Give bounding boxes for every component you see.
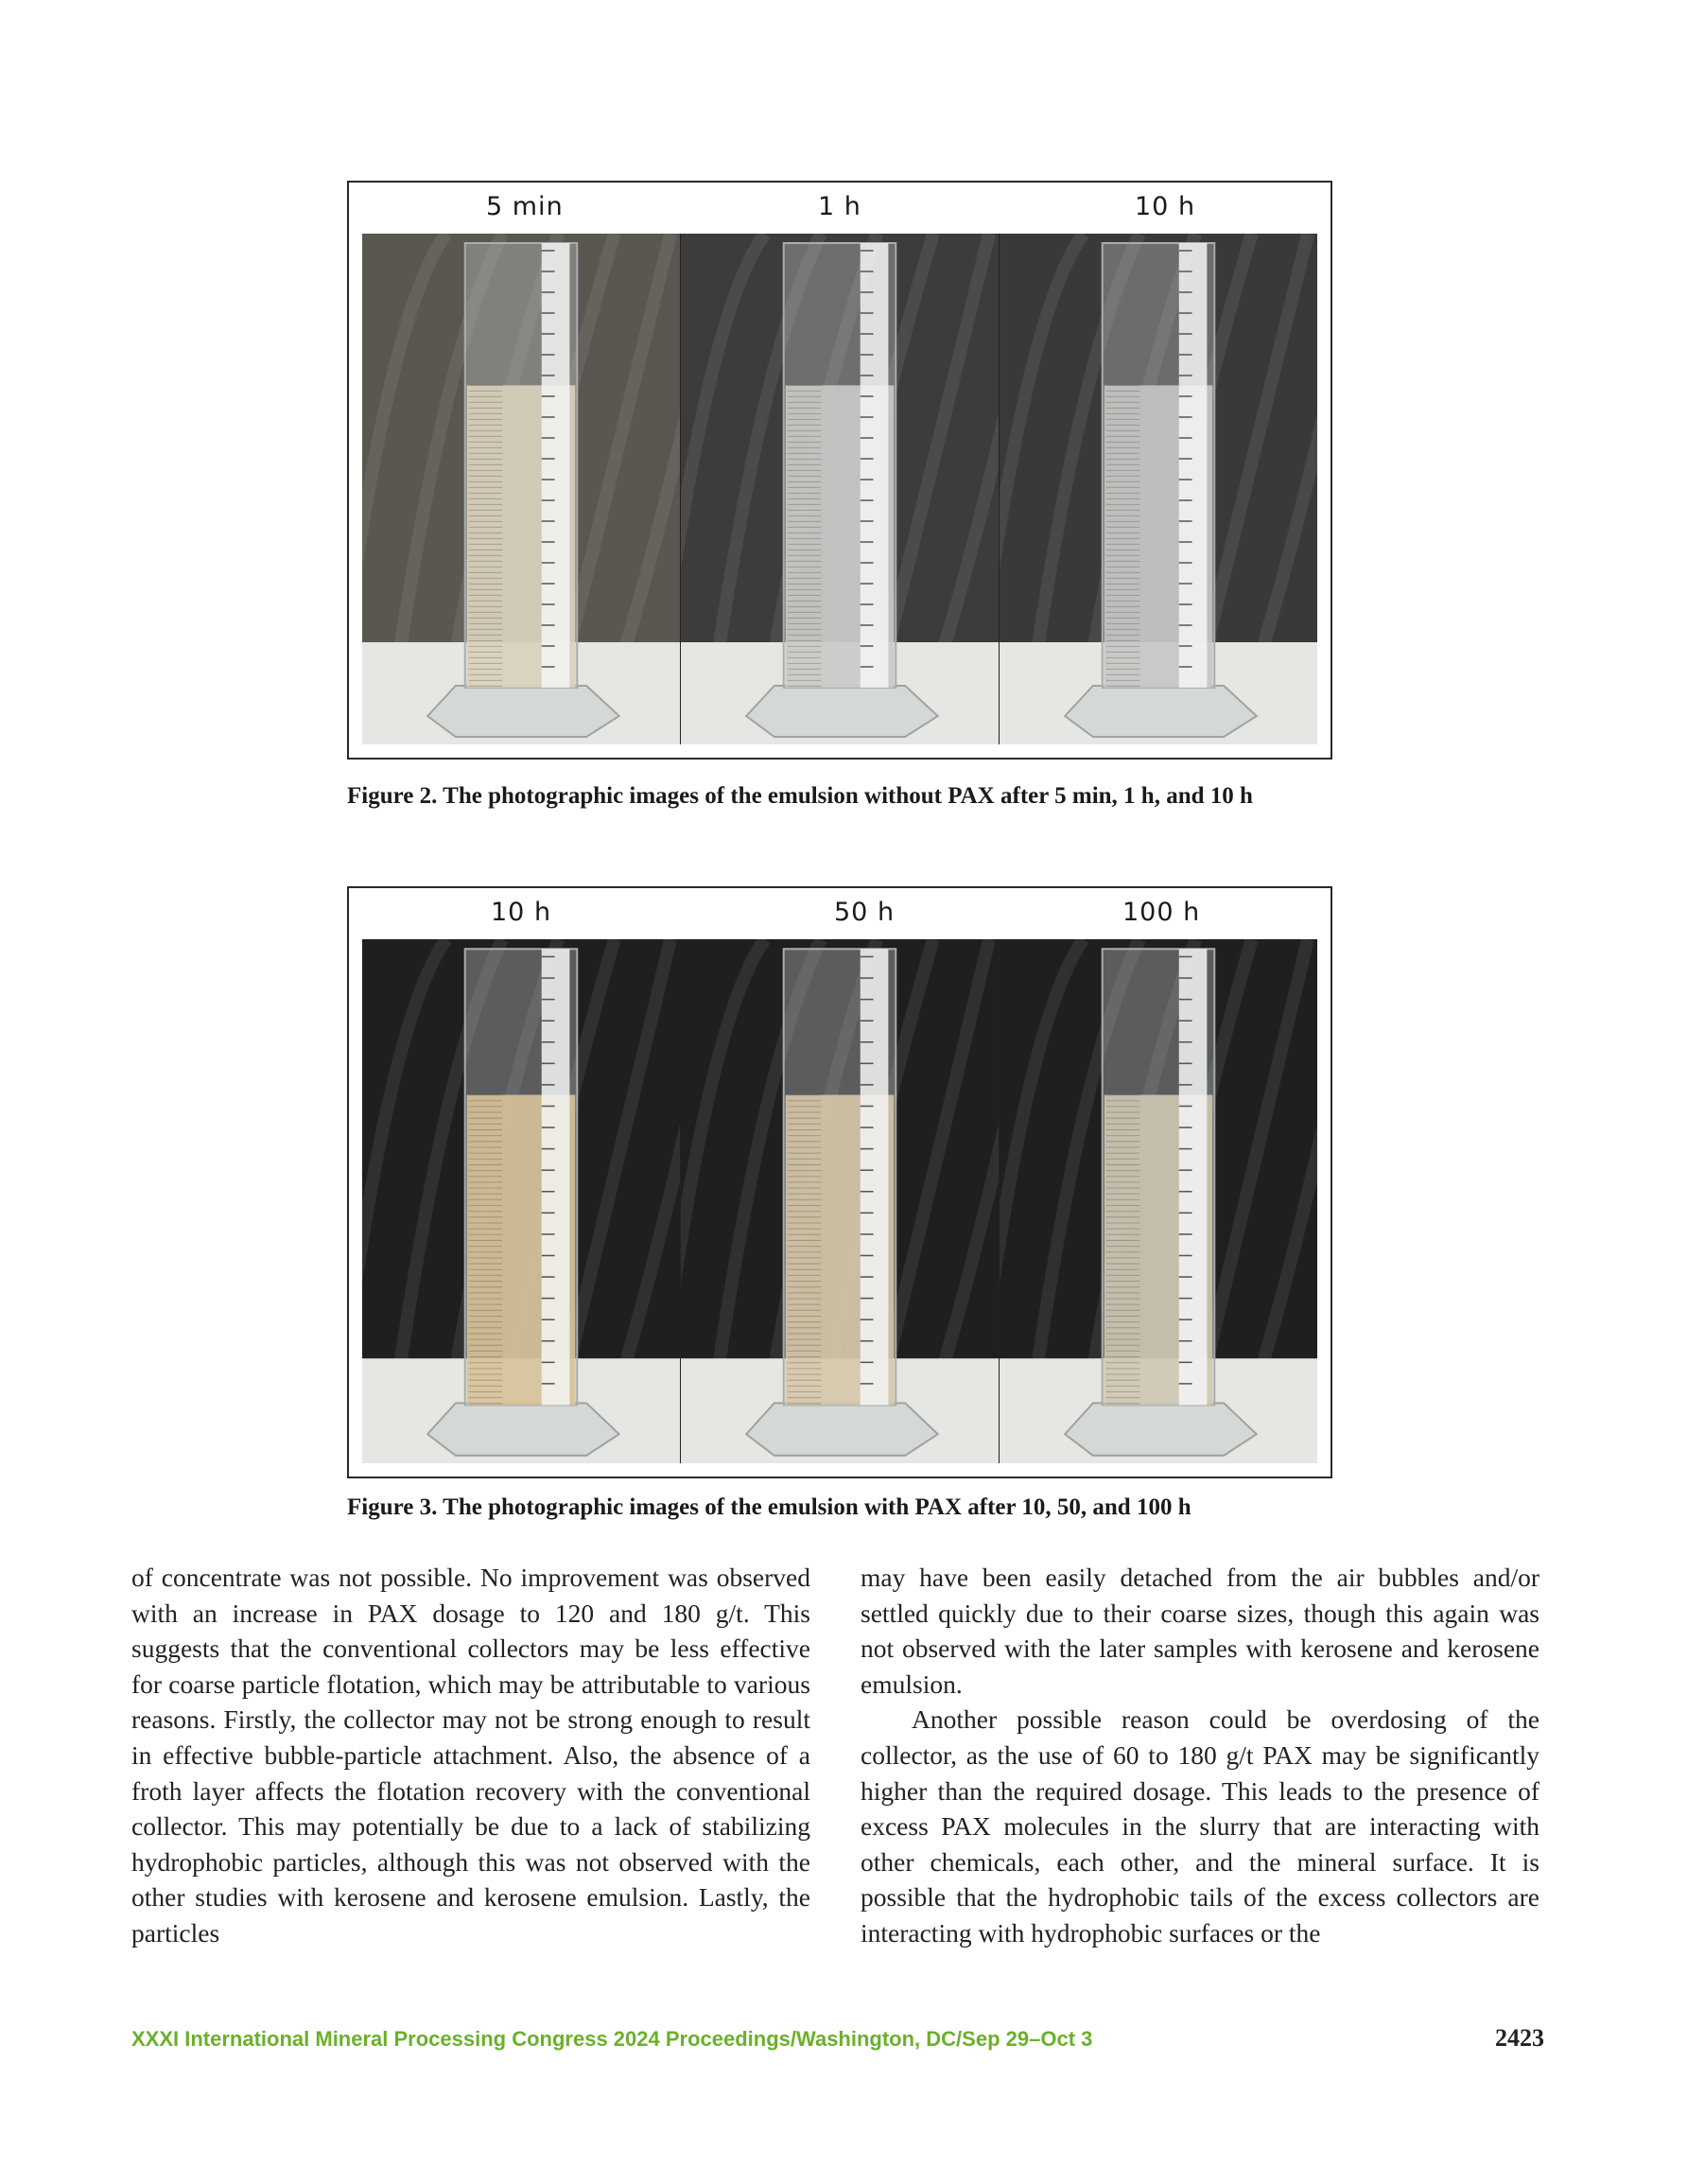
figure-2-photo (362, 234, 1317, 744)
running-footer: XXXI International Mineral Processing Congress 2024 Proceedings/Washington, DC/Sep 29–Oct 3 (131, 2027, 1093, 2051)
figure-2 (347, 181, 1332, 760)
body-column-right (861, 1560, 1539, 1951)
photo-panel (362, 234, 680, 744)
figure-3-label-2: 50 h (834, 898, 896, 927)
body-paragraph: Another possible reason could be overdosing of the collector, as the use of 60 to 180 g/t PAX may be significantly higher than the required dosage. This leads to the presence of excess PAX molecules in the slurry that are interacting with other chemicals, each other, and the mineral surface. It is possible that the hydrophobic tails of the excess collectors are interacting with hydrophobic surfaces or the (861, 1704, 1539, 1948)
cylinder-50h-pax (681, 939, 999, 1463)
body-paragraph: may have been easily detached from the air bubbles and/or settled quickly due to their coarse sizes, though this again was not observed with the later samples with kerosene and kerosene emulsion. (861, 1563, 1539, 1699)
photo-panel (680, 234, 999, 744)
figure-3-label-3: 100 h (1122, 898, 1201, 927)
cylinder-5min (362, 234, 680, 744)
figure-2-caption: Figure 2. The photographic images of the emulsion without PAX after 5 min, 1 h, and 10 h (347, 783, 1253, 809)
page-number: 2423 (1495, 2024, 1544, 2052)
photo-panel (680, 939, 999, 1463)
figure-3 (347, 886, 1332, 1478)
figure-2-label-1: 5 min (486, 192, 564, 221)
cylinder-1h (681, 234, 999, 744)
body-column-left (131, 1560, 810, 1951)
cylinder-100h-pax (1000, 939, 1317, 1463)
figure-3-label-1: 10 h (491, 898, 552, 927)
figure-3-caption: Figure 3. The photographic images of the emulsion with PAX after 10, 50, and 100 h (347, 1494, 1191, 1520)
figure-2-label-3: 10 h (1135, 192, 1196, 221)
figure-2-label-2: 1 h (818, 192, 861, 221)
body-paragraph: of concentrate was not possible. No improvement was observed with an increase in PAX dosage to 120 and 180 g/t. This suggests that the conventional collectors may be less effective for coarse particle flotation, which may be attributable to various reasons. Firstly, the collector may not be strong enough to result in effective bubble-particle attachment. Also, the absence of a froth layer affects the flotation recovery with the conventional collector. This may potentially be due to a lack of stabilizing hydrophobic particles, although this was not observed with the other studies with kerosene and kerosene emulsion. Lastly, the particles (131, 1563, 810, 1948)
photo-panel (362, 939, 680, 1463)
cylinder-10h (1000, 234, 1317, 744)
cylinder-10h-pax (362, 939, 680, 1463)
photo-panel (999, 234, 1317, 744)
figure-3-photo (362, 939, 1317, 1463)
photo-panel (999, 939, 1317, 1463)
